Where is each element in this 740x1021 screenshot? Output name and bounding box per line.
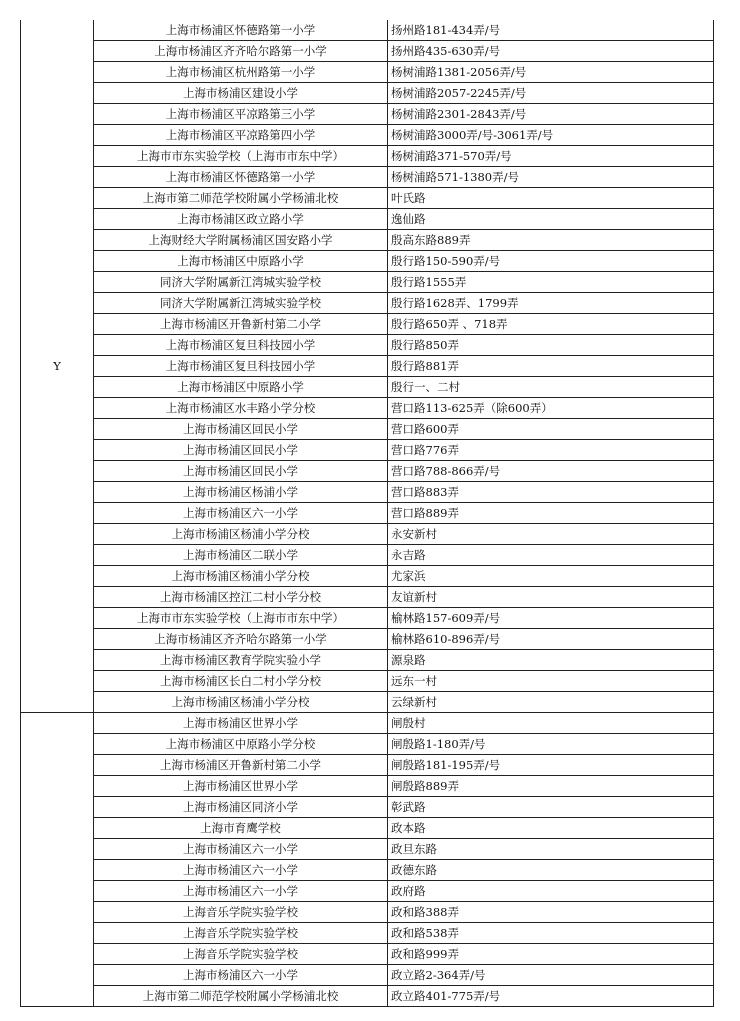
school-name-cell: 上海市杨浦区六一小学 [94,881,388,902]
address-cell: 杨树浦路2301-2843弄/号 [388,104,714,125]
address-cell: 政和路999弄 [388,944,714,965]
address-cell: 闸殷路1-180弄/号 [388,734,714,755]
address-cell: 殷行路850弄 [388,335,714,356]
school-name-cell: 上海市杨浦区杨浦小学分校 [94,692,388,713]
table-row [21,356,714,377]
table-row [21,944,714,965]
table-row [21,545,714,566]
address-cell: 营口路113-625弄（除600弄） [388,398,714,419]
address-cell: 政本路 [388,818,714,839]
table-row [21,482,714,503]
school-name-cell: 上海市杨浦区中原路小学 [94,377,388,398]
address-cell: 逸仙路 [388,209,714,230]
school-name-cell: 上海市杨浦区水丰路小学分校 [94,398,388,419]
school-name-cell: 上海音乐学院实验学校 [94,944,388,965]
school-name-cell: 上海市杨浦区怀德路第一小学 [94,167,388,188]
school-name-cell: 上海市杨浦区复旦科技园小学 [94,335,388,356]
school-name-cell: 上海市杨浦区复旦科技园小学 [94,356,388,377]
address-cell: 政府路 [388,881,714,902]
address-cell: 榆林路610-896弄/号 [388,629,714,650]
table-row [21,440,714,461]
table-row [21,398,714,419]
table-row [21,62,714,83]
school-name-cell: 上海市杨浦区回民小学 [94,440,388,461]
address-cell: 云绿新村 [388,692,714,713]
address-cell: 政和路538弄 [388,923,714,944]
table-row [21,272,714,293]
table-body [21,20,714,1007]
table-row [21,83,714,104]
address-cell: 殷行路650弄 、718弄 [388,314,714,335]
table-row [21,377,714,398]
table-row [21,293,714,314]
school-name-cell: 同济大学附属新江湾城实验学校 [94,272,388,293]
school-name-cell: 上海市杨浦区教育学院实验小学 [94,650,388,671]
address-cell: 闸殷路181-195弄/号 [388,755,714,776]
table-row [21,41,714,62]
school-name-cell: 上海市杨浦区二联小学 [94,545,388,566]
table-row [21,335,714,356]
address-cell: 殷行路1628弄、1799弄 [388,293,714,314]
address-cell: 杨树浦路3000弄/号-3061弄/号 [388,125,714,146]
school-name-cell: 上海市杨浦区中原路小学分校 [94,734,388,755]
school-name-cell: 上海市杨浦区开鲁新村第二小学 [94,314,388,335]
address-cell: 殷行一、二村 [388,377,714,398]
table-row [21,902,714,923]
school-name-cell: 上海市杨浦区六一小学 [94,965,388,986]
school-name-cell: 上海市市东实验学校（上海市市东中学） [94,146,388,167]
school-name-cell: 上海市杨浦区六一小学 [94,839,388,860]
address-cell: 殷行路150-590弄/号 [388,251,714,272]
school-name-cell: 上海音乐学院实验学校 [94,902,388,923]
address-cell: 叶氏路 [388,188,714,209]
school-name-cell: 上海市杨浦区杨浦小学分校 [94,566,388,587]
address-cell: 政立路401-775弄/号 [388,986,714,1007]
address-cell: 杨树浦路571-1380弄/号 [388,167,714,188]
table-row [21,818,714,839]
table-row [21,125,714,146]
address-cell: 殷行路881弄 [388,356,714,377]
school-name-cell: 上海市杨浦区杨浦小学分校 [94,524,388,545]
school-name-cell: 上海市市东实验学校（上海市市东中学） [94,608,388,629]
group-letter-cell: Y [21,20,94,713]
school-name-cell: 上海市第二师范学校附属小学杨浦北校 [94,986,388,1007]
table-row [21,587,714,608]
address-cell: 杨树浦路2057-2245弄/号 [388,83,714,104]
school-name-cell: 上海市杨浦区平凉路第四小学 [94,125,388,146]
address-cell: 友谊新村 [388,587,714,608]
address-cell: 营口路600弄 [388,419,714,440]
address-cell: 扬州路435-630弄/号 [388,41,714,62]
address-cell: 营口路788-866弄/号 [388,461,714,482]
table-row [21,209,714,230]
table-row [21,797,714,818]
table-row [21,776,714,797]
school-name-cell: 上海市杨浦区齐齐哈尔路第一小学 [94,41,388,62]
school-name-cell: 上海市杨浦区杨浦小学 [94,482,388,503]
address-cell: 源泉路 [388,650,714,671]
school-name-cell: 上海市杨浦区杭州路第一小学 [94,62,388,83]
table-row [21,650,714,671]
school-name-cell: 上海市第二师范学校附属小学杨浦北校 [94,188,388,209]
address-cell: 政和路388弄 [388,902,714,923]
school-name-cell: 上海市育鹰学校 [94,818,388,839]
table-row [21,251,714,272]
school-name-cell: 上海市杨浦区长白二村小学分校 [94,671,388,692]
school-name-cell: 上海市杨浦区世界小学 [94,713,388,734]
table-row [21,104,714,125]
address-cell: 杨树浦路1381-2056弄/号 [388,62,714,83]
school-name-cell: 上海市杨浦区开鲁新村第二小学 [94,755,388,776]
table-row [21,524,714,545]
school-name-cell: 上海财经大学附属杨浦区国安路小学 [94,230,388,251]
address-cell: 政立路2-364弄/号 [388,965,714,986]
school-name-cell: 上海市杨浦区怀德路第一小学 [94,20,388,41]
table-row [21,503,714,524]
table-row [21,146,714,167]
table-row [21,923,714,944]
school-district-table [20,20,714,1007]
table-row [21,965,714,986]
school-name-cell: 上海市杨浦区六一小学 [94,860,388,881]
school-name-cell: 上海市杨浦区六一小学 [94,503,388,524]
school-name-cell: 上海市杨浦区政立路小学 [94,209,388,230]
table-row [21,461,714,482]
address-cell: 扬州路181-434弄/号 [388,20,714,41]
address-cell: 永安新村 [388,524,714,545]
school-name-cell: 上海市杨浦区回民小学 [94,461,388,482]
address-cell: 殷高东路889弄 [388,230,714,251]
address-cell: 营口路776弄 [388,440,714,461]
table-row [21,20,714,41]
table-row [21,734,714,755]
school-name-cell: 上海市杨浦区控江二村小学分校 [94,587,388,608]
school-name-cell: 上海市杨浦区同济小学 [94,797,388,818]
school-name-cell: 上海市杨浦区建设小学 [94,83,388,104]
table-row [21,986,714,1007]
address-cell: 营口路889弄 [388,503,714,524]
school-name-cell: 上海音乐学院实验学校 [94,923,388,944]
table-row [21,566,714,587]
address-cell: 闸殷路889弄 [388,776,714,797]
school-name-cell: 上海市杨浦区齐齐哈尔路第一小学 [94,629,388,650]
table-row [21,713,714,734]
table-row [21,419,714,440]
group-letter-cell [21,713,94,1007]
table-row [21,755,714,776]
table-row [21,314,714,335]
address-cell: 远东一村 [388,671,714,692]
table-row [21,167,714,188]
address-cell: 永吉路 [388,545,714,566]
table-row [21,692,714,713]
table-row [21,881,714,902]
table-row [21,188,714,209]
address-cell: 营口路883弄 [388,482,714,503]
table-row [21,671,714,692]
address-cell: 政德东路 [388,860,714,881]
table-row [21,608,714,629]
table-row [21,839,714,860]
school-name-cell: 上海市杨浦区回民小学 [94,419,388,440]
address-cell: 政旦东路 [388,839,714,860]
school-name-cell: 上海市杨浦区平凉路第三小学 [94,104,388,125]
table-row [21,629,714,650]
address-cell: 彰武路 [388,797,714,818]
school-name-cell: 上海市杨浦区世界小学 [94,776,388,797]
address-cell: 闸殷村 [388,713,714,734]
table-row [21,860,714,881]
school-name-cell: 同济大学附属新江湾城实验学校 [94,293,388,314]
school-name-cell: 上海市杨浦区中原路小学 [94,251,388,272]
address-cell: 榆林路157-609弄/号 [388,608,714,629]
table-row [21,230,714,251]
address-cell: 殷行路1555弄 [388,272,714,293]
address-cell: 尤家浜 [388,566,714,587]
address-cell: 杨树浦路371-570弄/号 [388,146,714,167]
